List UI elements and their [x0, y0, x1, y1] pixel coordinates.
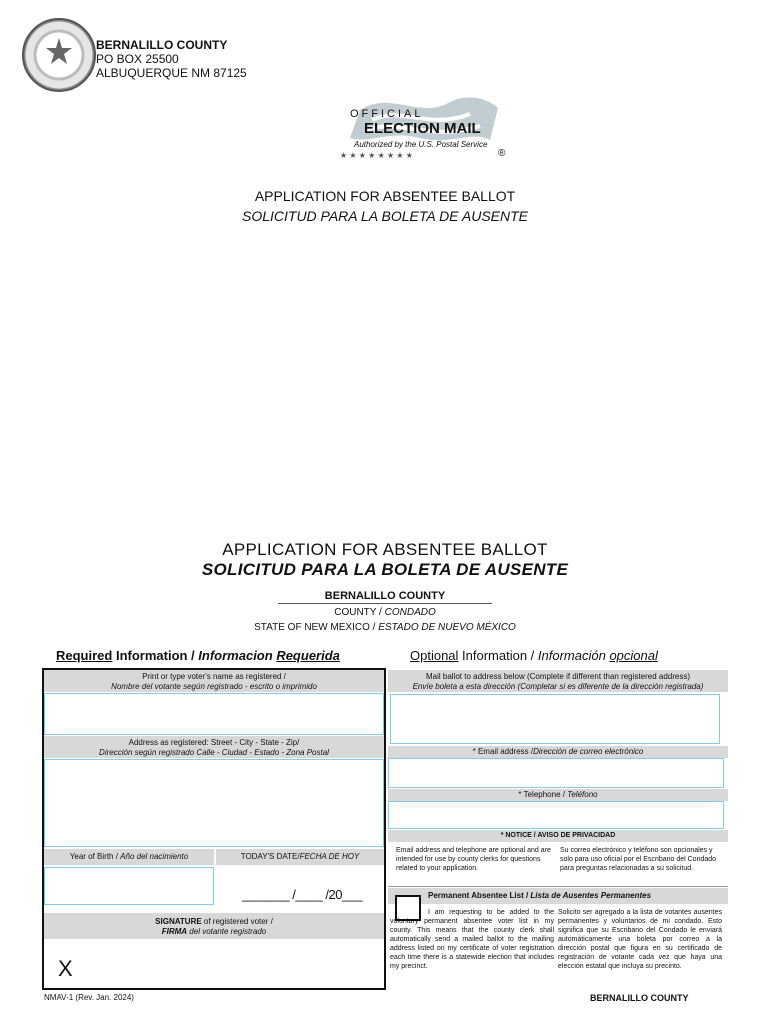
- mailing-address-field[interactable]: [390, 694, 720, 744]
- required-heading: [56, 648, 340, 663]
- year-of-birth-label: [44, 849, 214, 865]
- optional-es: Información: [537, 648, 610, 663]
- county-underline: [278, 603, 492, 604]
- year-of-birth-field[interactable]: [44, 867, 214, 905]
- signature-x-mark: X: [58, 956, 73, 981]
- todays-date-field[interactable]: [216, 867, 384, 911]
- form-id: NMAV-1 (Rev. Jan. 2024): [44, 993, 134, 1002]
- logo-authorized: Authorized by the U.S. Postal Service: [354, 140, 488, 149]
- yob-label-es: Año del nacimiento: [120, 852, 189, 861]
- form-title-es: SOLICITUD PARA LA BOLETA DE AUSENTE: [201, 560, 569, 579]
- privacy-notice-label: * NOTICE / AVISO DE PRIVACIDAD: [388, 830, 728, 842]
- voter-name-label-es: Nombre del votante según registrado - escrito o imprimido: [111, 682, 317, 691]
- date-label-es: FECHA DE HOY: [299, 852, 360, 861]
- perm-label-en: Permanent Absentee List /: [428, 891, 531, 900]
- state-label-es: ESTADO DE NUEVO MÉXICO: [378, 622, 516, 633]
- required-es-ul: Requerida: [276, 648, 340, 663]
- county-label: [0, 607, 770, 618]
- email-field[interactable]: [388, 758, 724, 788]
- form-title-en: APPLICATION FOR ABSENTEE BALLOT: [222, 540, 548, 559]
- registered-address-field[interactable]: [44, 759, 384, 847]
- telephone-label: [388, 789, 728, 801]
- mail-address-label: [388, 670, 728, 692]
- voter-name-label: [44, 670, 384, 692]
- address-label-es: Dirección según registrado Calle - Ciudad - Estado - Zona Postal: [99, 748, 329, 757]
- required-rest: Information /: [112, 648, 199, 663]
- voter-name-label-en: Print or type voter's name as registered /: [142, 672, 286, 681]
- county-label-en: COUNTY /: [334, 607, 385, 618]
- required-es: Informacion: [198, 648, 277, 663]
- telephone-field[interactable]: [388, 801, 724, 829]
- official-election-mail-logo: [320, 90, 520, 168]
- yob-label-en: Year of Birth /: [69, 852, 121, 861]
- logo-official: OFFICIAL: [350, 108, 424, 120]
- email-label: [388, 746, 728, 758]
- signature-label: [44, 913, 384, 939]
- address-label-en: Address as registered: Street - City - State - Zip/: [128, 738, 300, 747]
- todays-date-label: [216, 849, 384, 865]
- seal-star-icon: [44, 36, 74, 66]
- optional-es-ul: opcional: [609, 648, 658, 663]
- org-name: BERNALILLO COUNTY: [96, 38, 228, 52]
- sig-label-en: of registered voter /: [201, 917, 273, 926]
- optional-heading: [410, 648, 658, 663]
- svg-text:★ ★ ★ ★ ★ ★ ★ ★: ★ ★ ★ ★ ★ ★ ★ ★: [340, 151, 413, 160]
- mail-label-en: Mail ballot to address below (Complete if different than registered address): [426, 672, 690, 681]
- voter-name-field[interactable]: [44, 693, 384, 735]
- title-es: SOLICITUD PARA LA BOLETA DE AUSENTE: [241, 208, 529, 224]
- permanent-list-label: [388, 888, 728, 904]
- phone-label-es: Teléfono: [567, 790, 598, 799]
- registered-mark: ®: [498, 148, 506, 159]
- footer-county: BERNALILLO COUNTY: [590, 993, 689, 1003]
- sig-label-es: del votante registrado: [187, 927, 267, 936]
- title-en: APPLICATION FOR ABSENTEE BALLOT: [254, 188, 516, 204]
- perm-label-es: Lista de Ausentes Permanentes: [530, 891, 652, 900]
- optional-word: Optional: [410, 648, 459, 663]
- po-box: PO BOX 25500: [96, 52, 179, 66]
- permanent-list-en: I am requesting to be added to the voluntary permanent absentee voter list in my county. This means that the county clerk shall automatically send a mailed ballot to the mailing address listed on my certificate of voter registration each time there is a statewide election that includes my precinct.: [390, 909, 554, 970]
- required-word: Required: [56, 648, 113, 663]
- return-address: [96, 38, 247, 80]
- city-line: ALBUQUERQUE NM 87125: [96, 66, 247, 80]
- email-label-en: * Email address /: [472, 747, 534, 756]
- mail-label-es: Envíe boleta a esta dirección (Completar si es diferente de la dirección registrada): [412, 682, 704, 691]
- permanent-list-es: Solicito ser agregado a la lista de votantes ausentes permanentes y voluntarios de mi condado. Esto significa que su Escribano del Condado le enviará automáticamente una boleta por correo a la dirección postal que figura en su certificado de registración de votante cada vez que haya una elección estatal que incluya su precinto.: [558, 909, 722, 970]
- state-label: [0, 622, 770, 633]
- county-label-es: CONDADO: [384, 607, 436, 618]
- phone-label-en: * Telephone /: [518, 790, 568, 799]
- sig-label-en-bold: SIGNATURE: [155, 917, 202, 926]
- state-label-en: STATE OF NEW MEXICO /: [254, 622, 379, 633]
- date-template: _______ /____ /20___: [242, 887, 363, 902]
- optional-rest: Information /: [458, 648, 538, 663]
- county-name: BERNALILLO COUNTY: [324, 590, 446, 602]
- logo-election-mail: ELECTION MAIL: [364, 120, 481, 137]
- sig-label-es-bold: FIRMA: [161, 927, 188, 936]
- privacy-notice-en: Email address and telephone are optional and are intended for use by county clerks for questions related to your application.: [396, 847, 551, 872]
- divider: [388, 886, 728, 887]
- privacy-notice-es: Su correo electrónico y teléfono son opcionales y solo para uso oficial por el Escribano del Condado para preguntas relacionadas a su solicitud.: [560, 847, 717, 872]
- signature-field[interactable]: [44, 940, 384, 988]
- email-label-es: Dirección de correo electrónico: [533, 747, 644, 756]
- address-label: [44, 736, 384, 758]
- date-label-en: TODAY'S DATE/: [240, 852, 300, 861]
